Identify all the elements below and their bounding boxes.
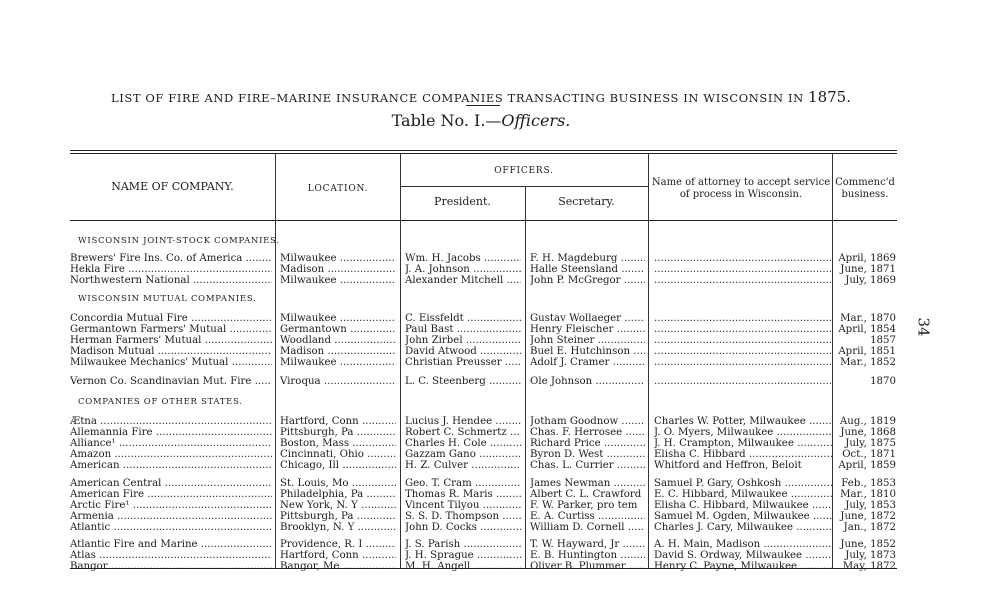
company-location: Milwaukee ..... <box>280 313 396 324</box>
company-secretary: Chas. F. Herrosee ..... <box>530 427 645 438</box>
company-secretary: James Newman ..... <box>530 478 645 489</box>
company-president: Vincent Tilyou ..... <box>405 500 521 511</box>
company-location: Woodland ..... <box>280 335 396 346</box>
company-attorney <box>654 275 832 286</box>
table-row <box>0 522 1005 533</box>
company-location: New York, N. Y ..... <box>280 500 396 511</box>
company-attorney: E. C. Hibbard, Milwaukee ..... <box>654 489 832 500</box>
company-attorney <box>654 376 832 387</box>
company-location: Bangor, Me ..... <box>280 561 396 572</box>
company-secretary: Ole Johnson ..... <box>530 376 645 387</box>
company-location: Milwaukee ..... <box>280 253 396 264</box>
company-secretary: Henry Fleischer ..... <box>530 324 645 335</box>
header-attorney: Name of attorney to accept service of process in Wisconsin. <box>651 177 831 200</box>
company-secretary: Chas. L. Currier ..... <box>530 460 645 471</box>
table-row <box>0 500 1005 511</box>
company-secretary: Oliver B. Plummer ..... <box>530 561 645 572</box>
company-name: Atlas ..... <box>70 550 272 561</box>
company-commenced: July, 1853 <box>845 500 896 511</box>
table-row <box>0 511 1005 522</box>
company-attorney <box>654 324 832 335</box>
table-row <box>0 335 1005 346</box>
company-commenced: 1870 <box>870 376 896 387</box>
company-attorney: J. H. Crampton, Milwaukee ..... <box>654 438 832 449</box>
company-president: Gazzam Gano ..... <box>405 449 521 460</box>
company-attorney: David S. Ordway, Milwaukee ..... <box>654 550 832 561</box>
company-president: H. Z. Culver ..... <box>405 460 521 471</box>
table-row <box>0 561 1005 572</box>
company-name: Alliance¹ ..... <box>70 438 272 449</box>
company-attorney: Henry C. Payne, Milwaukee ..... <box>654 561 832 572</box>
company-attorney: Samuel M. Ogden, Milwaukee ..... <box>654 511 832 522</box>
company-secretary: Gustav Wollaeger ..... <box>530 313 645 324</box>
company-commenced: June, 1868 <box>840 427 896 438</box>
company-commenced: June, 1871 <box>840 264 896 275</box>
company-attorney: Whitford and Heffron, Beloit <box>654 460 802 471</box>
company-name: Concordia Mutual Fire ..... <box>70 313 272 324</box>
company-commenced: July, 1869 <box>845 275 896 286</box>
company-location: Cincinnati, Ohio ..... <box>280 449 396 460</box>
company-location: Pittsburgh, Pa ..... <box>280 427 396 438</box>
company-secretary: William D. Cornell ..... <box>530 522 645 533</box>
company-name: Hekla Fire ..... <box>70 264 272 275</box>
company-location: Milwaukee ..... <box>280 357 396 368</box>
table-row <box>0 489 1005 500</box>
company-name: Atlantic ..... <box>70 522 272 533</box>
company-name: Milwaukee Mechanics' Mutual ..... <box>70 357 272 368</box>
company-name: Herman Farmers' Mutual ..... <box>70 335 272 346</box>
company-attorney <box>654 264 832 275</box>
company-commenced: Oct., 1871 <box>842 449 896 460</box>
company-commenced: April, 1851 <box>838 346 896 357</box>
company-president: David Atwood ..... <box>405 346 521 357</box>
company-president: C. Eissfeldt ..... <box>405 313 521 324</box>
section-title: WISCONSIN JOINT-STOCK COMPANIES. <box>78 236 280 246</box>
section-title: WISCONSIN MUTUAL COMPANIES. <box>78 294 257 304</box>
company-secretary: E. A. Curtiss ..... <box>530 511 645 522</box>
company-attorney <box>654 313 832 324</box>
table-row <box>0 550 1005 561</box>
company-attorney <box>654 346 832 357</box>
header-location: LOCATION. <box>307 184 369 194</box>
header-secretary: Secretary. <box>558 195 615 208</box>
company-president: John Zirbel ..... <box>405 335 521 346</box>
company-location: Boston, Mass ..... <box>280 438 396 449</box>
table-row <box>0 427 1005 438</box>
company-president: Geo. T. Cram ..... <box>405 478 521 489</box>
company-attorney: Charles W. Potter, Milwaukee ..... <box>654 416 832 427</box>
company-commenced: April, 1859 <box>838 460 896 471</box>
company-commenced: Aug., 1819 <box>839 416 896 427</box>
company-attorney <box>654 335 832 346</box>
table-row <box>0 478 1005 489</box>
company-president: Robert C. Schmertz ..... <box>405 427 521 438</box>
company-president: Thomas R. Maris ..... <box>405 489 521 500</box>
company-attorney: J. O. Myers, Milwaukee ..... <box>654 427 832 438</box>
company-president: Charles H. Cole ..... <box>405 438 521 449</box>
company-commenced: April, 1854 <box>838 324 896 335</box>
company-name: Armenia ..... <box>70 511 272 522</box>
table-row <box>0 376 1005 387</box>
company-president: M. H. Angell ..... <box>405 561 521 572</box>
company-location: Madison ..... <box>280 346 396 357</box>
page-title <box>0 88 962 106</box>
company-president: J. A. Johnson ..... <box>405 264 521 275</box>
company-location: Hartford, Conn ..... <box>280 550 396 561</box>
company-commenced: Mar., 1870 <box>840 313 896 324</box>
table-row <box>0 460 1005 471</box>
company-name: Germantown Farmers' Mutual ..... <box>70 324 272 335</box>
company-secretary: Halle Steensland ..... <box>530 264 645 275</box>
company-location: Viroqua ..... <box>280 376 396 387</box>
table-top-rule-inner <box>70 153 897 154</box>
company-secretary: Byron D. West ..... <box>530 449 645 460</box>
header-president: President. <box>434 195 491 208</box>
company-location: Madison ..... <box>280 264 396 275</box>
company-location: Philadelphia, Pa ..... <box>280 489 396 500</box>
company-secretary: E. B. Huntington ..... <box>530 550 645 561</box>
company-secretary: John P. McGregor ..... <box>530 275 645 286</box>
company-attorney <box>654 357 832 368</box>
company-location: Germantown ..... <box>280 324 396 335</box>
page-title-text: LIST OF FIRE AND FIRE–MARINE INSURANCE COMPANIES TRANSACTING BUSINESS IN WISCONSIN IN <box>111 91 804 105</box>
company-president: Lucius J. Hendee ..... <box>405 416 521 427</box>
company-secretary: F. W. Parker, pro tem <box>530 500 638 511</box>
company-secretary: F. H. Magdeburg ..... <box>530 253 645 264</box>
company-commenced: Mar., 1810 <box>840 489 896 500</box>
company-name: Northwestern National ..... <box>70 275 272 286</box>
company-attorney: Charles J. Cary, Milwaukee ..... <box>654 522 832 533</box>
company-name: Allemannia Fire ..... <box>70 427 272 438</box>
company-president: J. H. Sprague ..... <box>405 550 521 561</box>
company-secretary: Richard Price ..... <box>530 438 645 449</box>
company-name: American Central ..... <box>70 478 272 489</box>
header-officers: OFFICERS. <box>494 166 554 176</box>
company-attorney: Elisha C. Hibbard, Milwaukee ..... <box>654 500 832 511</box>
table-title-prefix: Table No. I.— <box>391 111 502 130</box>
company-location: Hartford, Conn ..... <box>280 416 396 427</box>
table-title <box>0 111 962 130</box>
table-row <box>0 264 1005 275</box>
table-row <box>0 324 1005 335</box>
company-commenced: 1857 <box>870 335 896 346</box>
company-commenced: July, 1875 <box>845 438 896 449</box>
table-top-rule <box>70 150 897 151</box>
company-president: Christian Preusser ..... <box>405 357 521 368</box>
company-secretary: Albert C. L. Crawford <box>530 489 642 500</box>
company-commenced: June, 1872 <box>840 511 896 522</box>
company-location: Providence, R. I ..... <box>280 539 396 550</box>
table-row <box>0 253 1005 264</box>
company-name: Madison Mutual ..... <box>70 346 272 357</box>
company-president: Alexander Mitchell ..... <box>405 275 521 286</box>
officers-subrule <box>400 186 648 187</box>
company-president: John D. Cocks ..... <box>405 522 521 533</box>
company-secretary: Buel E. Hutchinson ..... <box>530 346 645 357</box>
company-attorney: Samuel P. Gary, Oshkosh ..... <box>654 478 832 489</box>
title-divider <box>466 105 500 106</box>
company-president: S. S. D. Thompson ..... <box>405 511 521 522</box>
table-row <box>0 313 1005 324</box>
table-row <box>0 416 1005 427</box>
company-commenced: Mar., 1852 <box>840 357 896 368</box>
page-title-year: 1875. <box>808 88 851 106</box>
company-name: American ..... <box>70 460 272 471</box>
company-attorney <box>654 253 832 264</box>
company-attorney: A. H. Main, Madison ..... <box>654 539 832 550</box>
table-row <box>0 275 1005 286</box>
company-location: Chicago, Ill ..... <box>280 460 396 471</box>
company-secretary: T. W. Hayward, Jr ..... <box>530 539 645 550</box>
company-president: Paul Bast ..... <box>405 324 521 335</box>
company-commenced: Jan., 1872 <box>843 522 896 533</box>
table-row <box>0 449 1005 460</box>
company-name: Bangor ..... <box>70 561 272 572</box>
section-title: COMPANIES OF OTHER STATES. <box>78 397 243 407</box>
company-commenced: Feb., 1853 <box>841 478 896 489</box>
company-name: Amazon ..... <box>70 449 272 460</box>
company-location: Pittsburgh, Pa ..... <box>280 511 396 522</box>
company-commenced: April, 1869 <box>838 253 896 264</box>
company-location: Brooklyn, N. Y ..... <box>280 522 396 533</box>
company-location: Milwaukee ..... <box>280 275 396 286</box>
company-name: Arctic Fire¹ ..... <box>70 500 272 511</box>
header-name: NAME OF COMPANY. <box>111 180 234 193</box>
company-secretary: Adolf J. Cramer ..... <box>530 357 645 368</box>
company-president: J. S. Parish ..... <box>405 539 521 550</box>
company-attorney: Elisha C. Hibbard ..... <box>654 449 832 460</box>
company-name: Vernon Co. Scandinavian Mut. Fire ..... <box>70 376 272 387</box>
company-president: Wm. H. Jacobs ..... <box>405 253 521 264</box>
company-commenced: May, 1872 <box>842 561 896 572</box>
table-row <box>0 438 1005 449</box>
company-commenced: July, 1873 <box>845 550 896 561</box>
company-secretary: Jotham Goodnow ..... <box>530 416 645 427</box>
table-row <box>0 346 1005 357</box>
company-name: American Fire ..... <box>70 489 272 500</box>
table-row <box>0 539 1005 550</box>
page-number: 34 <box>914 317 933 337</box>
company-location: St. Louis, Mo ..... <box>280 478 396 489</box>
table-row <box>0 357 1005 368</box>
company-secretary: John Steiner ..... <box>530 335 645 346</box>
company-name: Brewers' Fire Ins. Co. of America ..... <box>70 253 272 264</box>
table-title-suffix: Officers. <box>501 111 571 130</box>
company-president: L. C. Steenberg ..... <box>405 376 521 387</box>
header-commenced: Commenc'd business. <box>835 177 895 200</box>
company-name: Ætna ..... <box>70 416 272 427</box>
company-name: Atlantic Fire and Marine ..... <box>70 539 272 550</box>
header-bottom-rule <box>70 220 897 221</box>
company-commenced: June, 1852 <box>840 539 896 550</box>
